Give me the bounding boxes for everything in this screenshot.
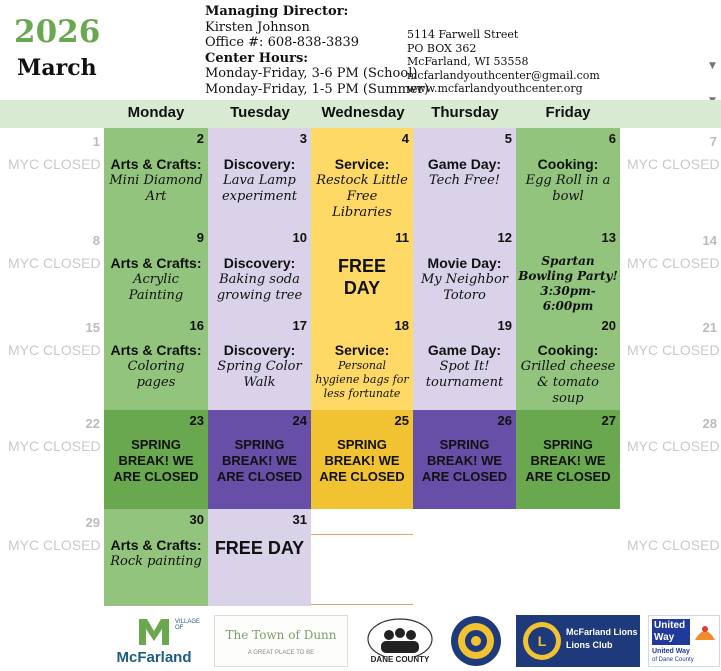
closed-label: MYC CLOSED bbox=[8, 255, 101, 271]
closed-label: MYC CLOSED bbox=[8, 537, 101, 553]
day-cell-10[interactable] bbox=[208, 227, 311, 315]
activity-desc: Spring Color Walk bbox=[217, 359, 302, 390]
activity-desc: Acrylic Painting bbox=[128, 272, 184, 303]
activity-title: Arts & Crafts: bbox=[110, 156, 202, 172]
email: mcfarlandyouthcenter@gmail.com bbox=[407, 68, 600, 82]
activity-title: Arts & Crafts: bbox=[110, 342, 202, 358]
day-number: 7 bbox=[709, 134, 717, 149]
activity-desc: Spartan Bowling Party! 3:30pm-6:00pm bbox=[518, 254, 618, 313]
day-number: 2 bbox=[196, 131, 204, 146]
activity-title: Discovery: bbox=[223, 156, 296, 172]
day-number: 20 bbox=[601, 318, 616, 333]
day-number: 13 bbox=[601, 230, 616, 245]
day-cell-27[interactable] bbox=[516, 410, 620, 509]
activity-desc: Lava Lamp experiment bbox=[221, 173, 298, 204]
spring-break-label: SPRING BREAK! WE ARE CLOSED bbox=[319, 437, 405, 484]
optimist-international-logo bbox=[449, 615, 503, 667]
closed-label: MYC CLOSED bbox=[8, 342, 101, 358]
dunn-tagline: A GREAT PLACE TO BE bbox=[247, 650, 315, 656]
day-cell-25[interactable] bbox=[311, 410, 413, 509]
day-number: 14 bbox=[702, 233, 717, 248]
united-way-box bbox=[652, 619, 690, 645]
closed-label: MYC CLOSED bbox=[8, 438, 101, 454]
lions-club-text: Lions Club bbox=[566, 640, 613, 650]
day-cell-23[interactable] bbox=[104, 410, 208, 509]
day-number: 23 bbox=[189, 413, 204, 428]
activity-desc: Coloring pages bbox=[127, 359, 185, 390]
day-number: 3 bbox=[299, 131, 307, 146]
day-cell-16[interactable] bbox=[104, 315, 208, 410]
activity-title: Game Day: bbox=[427, 342, 502, 358]
day-number: 10 bbox=[292, 230, 307, 245]
activity-title: Discovery: bbox=[223, 255, 296, 271]
weekend-column-right bbox=[620, 128, 721, 608]
day-number: 11 bbox=[395, 230, 409, 245]
spring-break-label: SPRING BREAK! WE ARE CLOSED bbox=[421, 437, 508, 484]
day-number: 16 bbox=[189, 318, 204, 333]
day-cell-12[interactable] bbox=[413, 227, 516, 315]
closed-label: MYC CLOSED bbox=[627, 537, 720, 553]
activity-desc: Rock painting bbox=[110, 554, 202, 569]
day-number: 8 bbox=[92, 233, 100, 248]
day-number: 4 bbox=[401, 131, 409, 146]
optimist-text bbox=[249, 615, 264, 616]
activity-desc: Spot It! tournament bbox=[425, 359, 504, 390]
activity-desc: Egg Roll in a bowl bbox=[525, 173, 611, 204]
day-number: 28 bbox=[702, 416, 717, 431]
activity-desc: Baking soda growing tree bbox=[216, 272, 303, 303]
free-day-label: FREE DAY bbox=[337, 256, 386, 298]
day-cell-3[interactable] bbox=[208, 128, 311, 227]
spring-break-label: SPRING BREAK! WE ARE CLOSED bbox=[525, 437, 611, 484]
weekday-thursday: Thursday bbox=[431, 104, 499, 121]
day-number: 24 bbox=[292, 413, 307, 428]
day-cell-31[interactable] bbox=[208, 509, 311, 606]
chevron-down-icon[interactable]: ▼ bbox=[709, 61, 716, 71]
day-number: 25 bbox=[394, 413, 409, 428]
day-number: 30 bbox=[189, 512, 204, 527]
activity-title: Cooking: bbox=[537, 342, 599, 358]
day-cell-9[interactable] bbox=[104, 227, 208, 315]
free-day-label: FREE DAY bbox=[214, 538, 305, 558]
day-number: 29 bbox=[85, 515, 100, 530]
weekday-wednesday: Wednesday bbox=[321, 104, 405, 121]
united-way-region: of Dane County bbox=[652, 657, 694, 663]
weekday-tuesday: Tuesday bbox=[230, 104, 290, 121]
dane-county-logo bbox=[364, 615, 436, 667]
activity-title: Service: bbox=[334, 342, 390, 358]
day-number: 21 bbox=[702, 320, 717, 335]
united-way-name: United Way bbox=[652, 648, 690, 655]
activity-title: Game Day: bbox=[427, 156, 502, 172]
day-number: 5 bbox=[504, 131, 512, 146]
office-phone: Office #: 608-838-3839 bbox=[205, 35, 360, 50]
helping-hand-icon bbox=[693, 620, 717, 644]
day-cell-2[interactable] bbox=[104, 128, 208, 227]
activity-title: Cooking: bbox=[537, 156, 599, 172]
activity-desc: My Neighbor Totoro bbox=[420, 272, 509, 303]
day-number: 12 bbox=[497, 230, 512, 245]
dane-county-text: DANE COUNTY bbox=[370, 655, 430, 664]
weekday-monday: Monday bbox=[127, 104, 185, 121]
weekend-column-left bbox=[0, 128, 104, 608]
director-label: Managing Director: bbox=[205, 4, 349, 19]
day-number: 27 bbox=[601, 413, 616, 428]
town-of-dunn-logo bbox=[214, 615, 348, 667]
svg-text:L: L bbox=[537, 633, 547, 649]
activity-desc: Tech Free! bbox=[429, 173, 500, 188]
united-text: United bbox=[654, 620, 686, 631]
day-number: 9 bbox=[196, 230, 204, 245]
hours-label: Center Hours: bbox=[205, 50, 309, 66]
day-number: 26 bbox=[497, 413, 512, 428]
activity-title: Movie Day: bbox=[427, 255, 502, 271]
day-number: 18 bbox=[394, 318, 409, 333]
address-block bbox=[407, 28, 600, 96]
weekday-friday: Friday bbox=[545, 104, 591, 121]
day-cell-19[interactable] bbox=[413, 315, 516, 410]
day-cell-13[interactable] bbox=[516, 227, 620, 315]
day-cell-18[interactable] bbox=[311, 315, 413, 410]
address-line: McFarland, WI 53558 bbox=[407, 55, 529, 68]
closed-label: MYC CLOSED bbox=[627, 438, 720, 454]
village-of-text: VILLAGE OF bbox=[175, 619, 201, 631]
month: March bbox=[17, 55, 97, 81]
activity-title: Discovery: bbox=[223, 342, 296, 358]
day-cell-5[interactable] bbox=[413, 128, 516, 227]
spring-break-label: SPRING BREAK! WE ARE CLOSED bbox=[113, 437, 199, 484]
hours-school: Monday-Friday, 3-6 PM (School) bbox=[205, 66, 418, 81]
day-number: 1 bbox=[92, 134, 100, 149]
day-cell-17[interactable] bbox=[208, 315, 311, 410]
day-cell-11[interactable] bbox=[311, 227, 413, 315]
contact-info bbox=[205, 4, 429, 97]
activity-desc: Mini Diamond Art bbox=[109, 173, 203, 204]
closed-label: MYC CLOSED bbox=[627, 342, 720, 358]
day-number: 31 bbox=[292, 512, 307, 527]
united-way-logo bbox=[648, 615, 720, 667]
spring-break-label: SPRING BREAK! WE ARE CLOSED bbox=[216, 437, 303, 484]
divider bbox=[311, 534, 413, 535]
year: 2026 bbox=[14, 14, 101, 50]
mcfarland-lions-logo bbox=[516, 615, 640, 667]
closed-label: MYC CLOSED bbox=[627, 156, 720, 172]
closed-label: MYC CLOSED bbox=[627, 255, 720, 271]
mcfarland-text: McFarland bbox=[116, 649, 192, 666]
address-line: PO BOX 362 bbox=[407, 41, 477, 55]
activity-desc: Restock Little Free Libraries bbox=[316, 173, 408, 220]
day-cell-26[interactable] bbox=[413, 410, 516, 509]
day-cell-6[interactable] bbox=[516, 128, 620, 227]
lions-text: McFarland Lions bbox=[566, 627, 638, 637]
activity-title: Service: bbox=[334, 156, 390, 172]
day-cell-24[interactable] bbox=[208, 410, 311, 509]
day-number: 17 bbox=[292, 318, 307, 333]
day-cell-4[interactable] bbox=[311, 128, 413, 227]
closed-label: MYC CLOSED bbox=[8, 156, 101, 172]
day-cell-30[interactable] bbox=[104, 509, 208, 606]
hours-summer: Monday-Friday, 1-5 PM (Summer) bbox=[205, 81, 429, 97]
activity-desc: Grilled cheese & tomato soup bbox=[520, 359, 616, 406]
dunn-text: The Town of Dunn bbox=[225, 628, 337, 642]
activity-desc: Personal hygiene bags for less fortunate bbox=[315, 359, 409, 400]
address-line: 5114 Farwell Street bbox=[407, 28, 519, 41]
activity-title: Arts & Crafts: bbox=[110, 255, 202, 271]
day-number: 15 bbox=[85, 320, 100, 335]
director-name: Kirsten Johnson bbox=[205, 19, 310, 35]
divider bbox=[311, 604, 413, 605]
village-of-mcfarland-logo bbox=[107, 615, 201, 667]
day-number: 6 bbox=[608, 131, 616, 146]
day-number: 19 bbox=[497, 318, 512, 333]
website: www.mcfarlandyouthcenter.org bbox=[407, 82, 583, 95]
way-text: Way bbox=[654, 632, 675, 643]
day-number: 22 bbox=[85, 416, 100, 431]
activity-title: Arts & Crafts: bbox=[110, 537, 202, 553]
day-cell-20[interactable] bbox=[516, 315, 620, 410]
